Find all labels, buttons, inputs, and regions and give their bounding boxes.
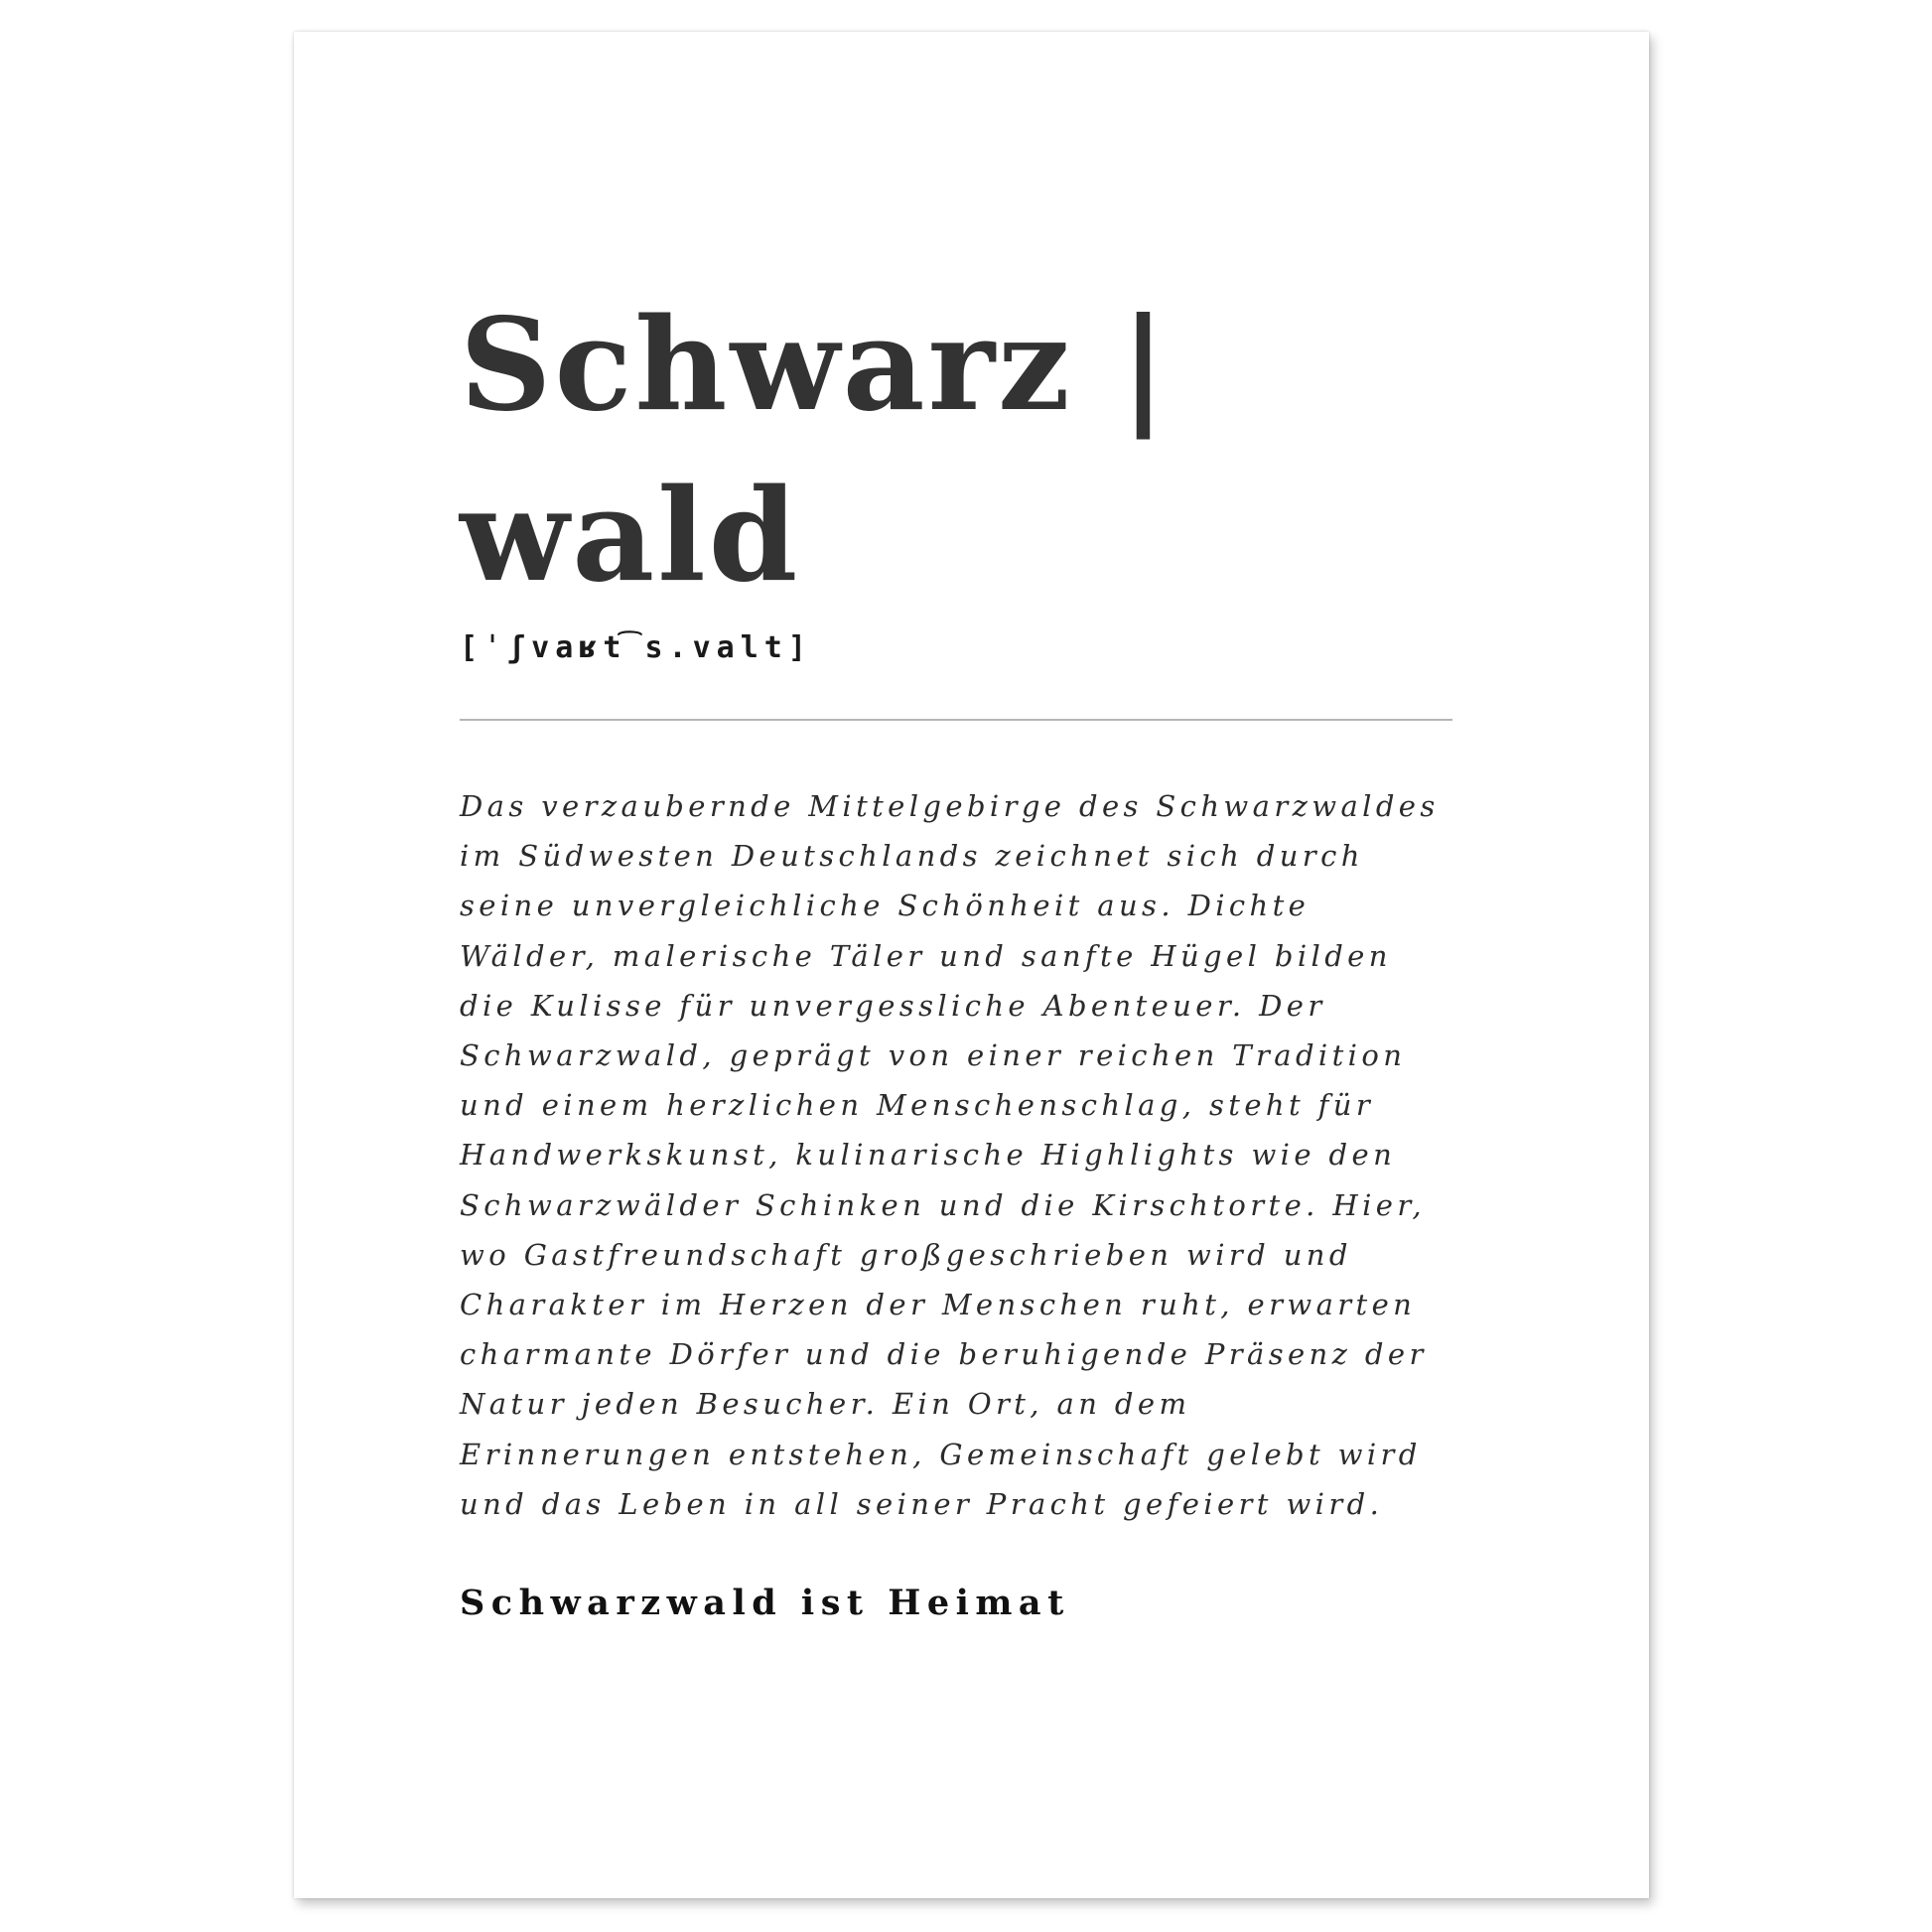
definition-line: die Kulisse für unvergessliche Abenteuer. Der — [460, 988, 1326, 1023]
definition-line: Handwerkskunst, kulinarische Highlights wie den — [460, 1138, 1397, 1173]
definition-line: charmante Dörfer und die beruhigende Präsenz der — [460, 1337, 1428, 1372]
definition-line: Natur jeden Besucher. Ein Ort, an dem — [460, 1387, 1191, 1422]
poster — [294, 32, 1649, 1898]
headword-line-1: Schwarz | — [460, 291, 1170, 440]
definition-line: Erinnerungen entstehen, Gemeinschaft gelebt wird — [460, 1437, 1422, 1471]
tagline: Schwarzwald ist Heimat — [460, 1583, 1070, 1623]
definition-line: wo Gastfreundschaft großgeschrieben wird und — [460, 1237, 1352, 1272]
definition-line: Schwarzwälder Schinken und die Kirschtorte. Hier, — [460, 1187, 1427, 1222]
divider — [460, 719, 1452, 721]
definition-line: und einem herzlichen Menschenschlag, steht für — [460, 1088, 1375, 1123]
headword — [460, 280, 1170, 621]
definition-line: im Südwesten Deutschlands zeichnet sich durch — [460, 839, 1364, 874]
definition — [460, 781, 1472, 1529]
pronunciation: [ˈʃvaʁt͡s.valt] — [460, 630, 812, 665]
definition-line: seine unvergleichliche Schönheit aus. Dichte — [460, 889, 1311, 923]
definition-line: Charakter im Herzen der Menschen ruht, erwarten — [460, 1288, 1417, 1322]
definition-line: und das Leben in all seiner Pracht gefeiert wird. — [460, 1486, 1384, 1521]
headword-line-2: wald — [460, 462, 801, 611]
definition-line: Das verzaubernde Mittelgebirge des Schwarzwaldes — [460, 789, 1440, 823]
definition-line: Schwarzwald, geprägt von einer reichen Tradition — [460, 1038, 1407, 1073]
definition-line: Wälder, malerische Täler und sanfte Hügel bilden — [460, 938, 1392, 973]
